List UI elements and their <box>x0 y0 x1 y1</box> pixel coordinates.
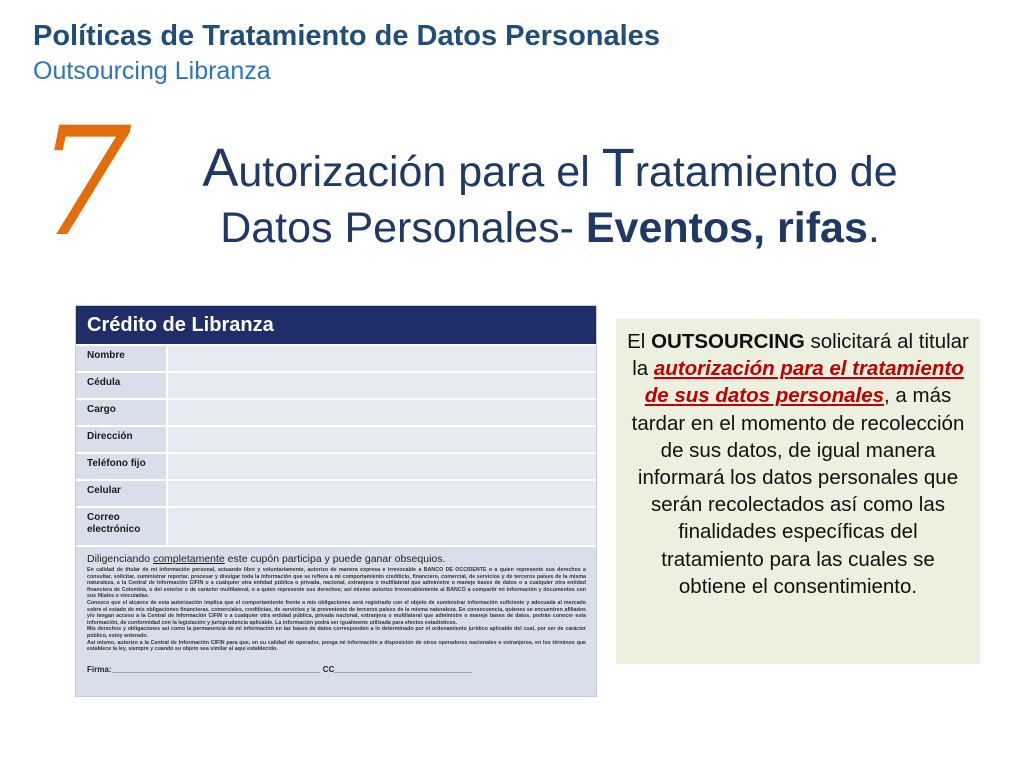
form-header: Crédito de Libranza <box>76 306 596 344</box>
form-label: Correo electrónico <box>87 512 141 535</box>
form-fine-print <box>76 545 596 674</box>
title-part2: ratamiento de <box>634 148 898 196</box>
form-value-box <box>166 454 596 479</box>
title-line2-bold: Eventos, rifas <box>585 204 868 252</box>
explanation-box <box>616 319 980 664</box>
signature-line: Firma:_______________________________________________ CC_______________________________ <box>87 664 473 674</box>
form-label: Nombre <box>87 350 125 361</box>
lead-underlined: completamente <box>152 553 225 565</box>
title-part1: utorización para el <box>238 148 602 196</box>
title-cap-a: A <box>202 138 239 198</box>
form-label: Cédula <box>87 377 121 388</box>
legal-paragraph: Conozco que el alcance de esta autorización implica que el comportamiento frente a mis obligaciones será registrado con el objeto de suministrar información suficiente y adecuada al mercado sobre el estado de mis obligaciones financieras, comerciales, crediticias, de servicios y la proveniente de terceros países de la misma naturaleza. En consecuencia, quienes se encuentren afiliados y/o tengan acceso a la Central de Información CIFIN o a cualquier otra entidad pública, privada nacional, extranjera o multilateral que administre o maneje bases de datos, podrán conocer esta información, de conformidad con la legislación y jurisprudencia aplicable. La información podrá ser igualmente utilizada para efectos estadísticos. <box>87 599 586 626</box>
title-line2: Datos Personales- <box>220 204 586 252</box>
form-row-nombre <box>76 344 596 371</box>
form-label: Dirección <box>87 431 133 442</box>
form-value-box <box>166 346 596 371</box>
form-row-correo <box>76 506 596 545</box>
form-label: Teléfono fijo <box>87 458 146 469</box>
lead-before: Diligenciando <box>87 553 153 565</box>
form-value-box <box>166 481 596 506</box>
form-lead <box>87 553 586 565</box>
section-title <box>140 140 960 256</box>
note-emphasis: autorización para el tratamiento de sus datos personales <box>644 357 964 408</box>
note-text: , a más tardar en el momento de recolección de sus datos, de igual manera informará los datos personales que serán recolectados así como las finalidades específicas del tratamiento para las cuales se obtiene el consentimiento. <box>631 384 965 598</box>
title-line2-end: . <box>867 204 880 252</box>
title-cap-t: T <box>601 138 635 198</box>
form-label: Cargo <box>87 404 116 415</box>
form-row-cedula <box>76 371 596 398</box>
section-number: 7 <box>36 96 132 270</box>
credit-form-image <box>75 305 597 697</box>
legal-paragraph: Así mismo, autorizo a la Central de Información CIFIN para que, en su calidad de operador, ponga mi información a disposición de otros operadores nacionales o extranjeros, en los términos que establece la ley, siempre y cuando su objeto sea similar al aquí establecido. <box>87 639 586 653</box>
form-row-celular <box>76 479 596 506</box>
form-label: Celular <box>87 485 121 496</box>
note-text: solicitará al titular la <box>632 330 969 381</box>
form-value-box <box>166 400 596 425</box>
form-value-box <box>166 373 596 398</box>
form-value-box <box>166 508 596 545</box>
slide-title: Políticas de Tratamiento de Datos Personales <box>33 20 660 52</box>
legal-paragraph: En calidad de titular de mi información personal, actuando libre y voluntariamente, autorizo de manera expresa e irrevocable a BANCO DE OCCIDENTE o a quien represente sus derechos a consultar, solicitar, suministrar reportar, procesar y divulgar toda la información que se refiera a mi comportamiento crediticio, financiero, comercial, de servicios y de terceros países de la misma naturaleza, a la Central de Información CIFIN o a cualquier otra entidad pública o privada, nacional, extranjera o multilateral que administre o maneje bases de datos o a cualquier otra entidad financiera de Colombia, o del exterior o de carácter multilateral, o a quien represente sus derechos; así mismo autorizo irrevocablemente al BANCO a compartir mi información y documentos con sus filiales o vinculadas. <box>87 567 586 600</box>
form-row-direccion <box>76 425 596 452</box>
note-outsourcing: OUTSOURCING <box>651 330 805 353</box>
form-row-telefono <box>76 452 596 479</box>
legal-paragraph: Mis derechos y obligaciones así como la permanencia de mi información en las bases de datos corresponden a lo determinado por el ordenamiento jurídico aplicable del cual, por ser de carácter público, estoy enterado. <box>87 626 586 639</box>
lead-after: este cupón participa y puede ganar obsequios. <box>224 553 446 565</box>
form-row-cargo <box>76 398 596 425</box>
slide-subtitle: Outsourcing Libranza <box>33 57 271 85</box>
form-value-box <box>166 427 596 452</box>
note-text: El <box>627 330 652 353</box>
